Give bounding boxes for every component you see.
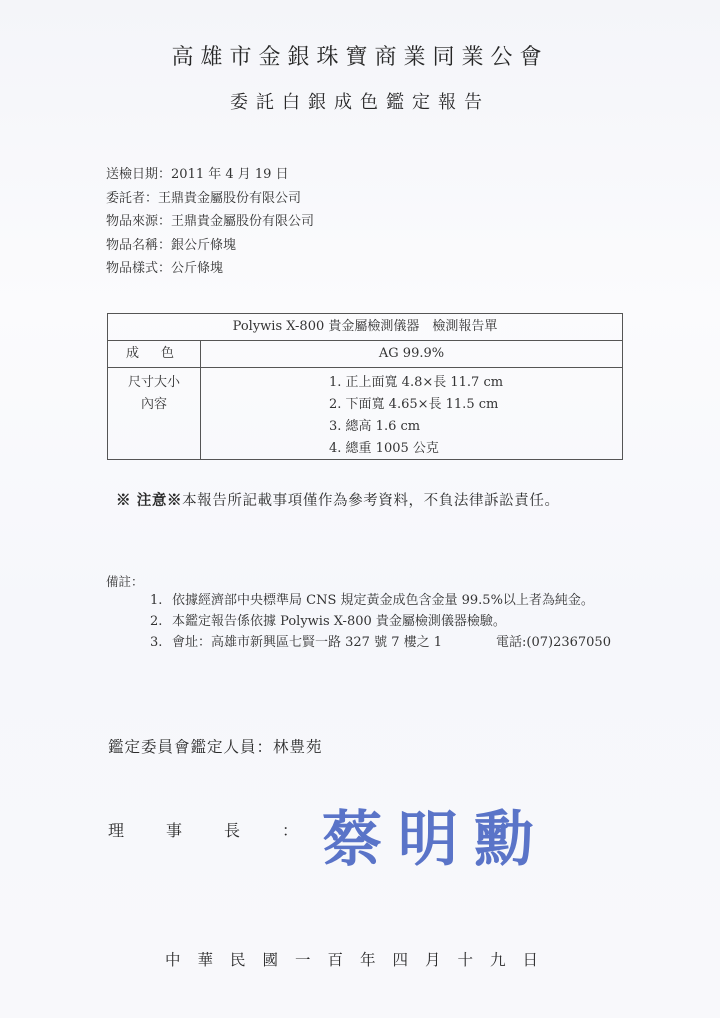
dimension-item: 3. 總高 1.6 cm xyxy=(329,419,421,434)
field-submission-date: 送檢日期：2011 年 4 月 19 日 xyxy=(106,167,289,182)
remark-item: 1. 依據經濟部中央標準局 CNS 規定黃金成色含金量 99.5%以上者為純金。 xyxy=(150,593,594,608)
notice-text: 本報告所記載事項僅作為參考資料，不負法律訴訟責任。 xyxy=(182,493,560,509)
notice-prefix: ※ 注意※ xyxy=(116,492,183,509)
appraiser-line: 鑑定委員會鑑定人員：林豊苑 xyxy=(108,738,323,756)
field-item-name: 物品名稱：銀公斤條塊 xyxy=(106,237,237,253)
association-title: 高雄市金銀珠寶商業同業公會 xyxy=(171,45,549,70)
dimensions-value xyxy=(201,368,622,459)
field-client: 委託者：王鼎貴金屬股份有限公司 xyxy=(106,190,302,206)
remarks-list xyxy=(150,590,611,653)
dimension-item: 4. 總重 1005 公克 xyxy=(329,441,439,456)
chairman-signature-stamp: 蔡明勳 xyxy=(322,805,550,875)
dimension-item: 1. 正上面寬 4.8×長 11.7 cm xyxy=(329,375,504,390)
submission-fields xyxy=(106,163,314,281)
dimensions-row xyxy=(108,368,622,459)
purity-row xyxy=(108,340,622,368)
disclaimer-notice xyxy=(116,489,560,510)
dimensions-label: 尺寸大小 內容 xyxy=(108,368,201,459)
chairman-label: 理 事 長 ： xyxy=(108,821,299,840)
field-item-style: 物品樣式：公斤條塊 xyxy=(106,261,224,276)
dimension-item: 2. 下面寬 4.65×長 11.5 cm xyxy=(329,397,499,412)
remarks-label: 備註： xyxy=(106,574,144,589)
purity-value: AG 99.9% xyxy=(378,346,445,361)
remark-item: 3. 會址：高雄市新興區七賢一路 327 號 7 樓之 1 電話:(07)2367050 xyxy=(150,632,594,653)
issue-date: 中華民國一百年四月十九日 xyxy=(164,951,555,969)
report-table-header: Polywis X-800 貴金屬檢測儀器 檢測報告單 xyxy=(108,314,622,341)
report-title: 委託白銀成色鑑定報告 xyxy=(230,92,490,113)
purity-label: 成色 xyxy=(108,340,201,367)
remark-item: 2. 本鑑定報告係依據 Polywis X-800 貴金屬檢測儀器檢驗。 xyxy=(150,614,506,629)
field-item-source: 物品來源：王鼎貴金屬股份有限公司 xyxy=(106,214,315,229)
report-table xyxy=(107,313,623,460)
phone-number: 電話:(07)2367050 xyxy=(496,635,611,650)
